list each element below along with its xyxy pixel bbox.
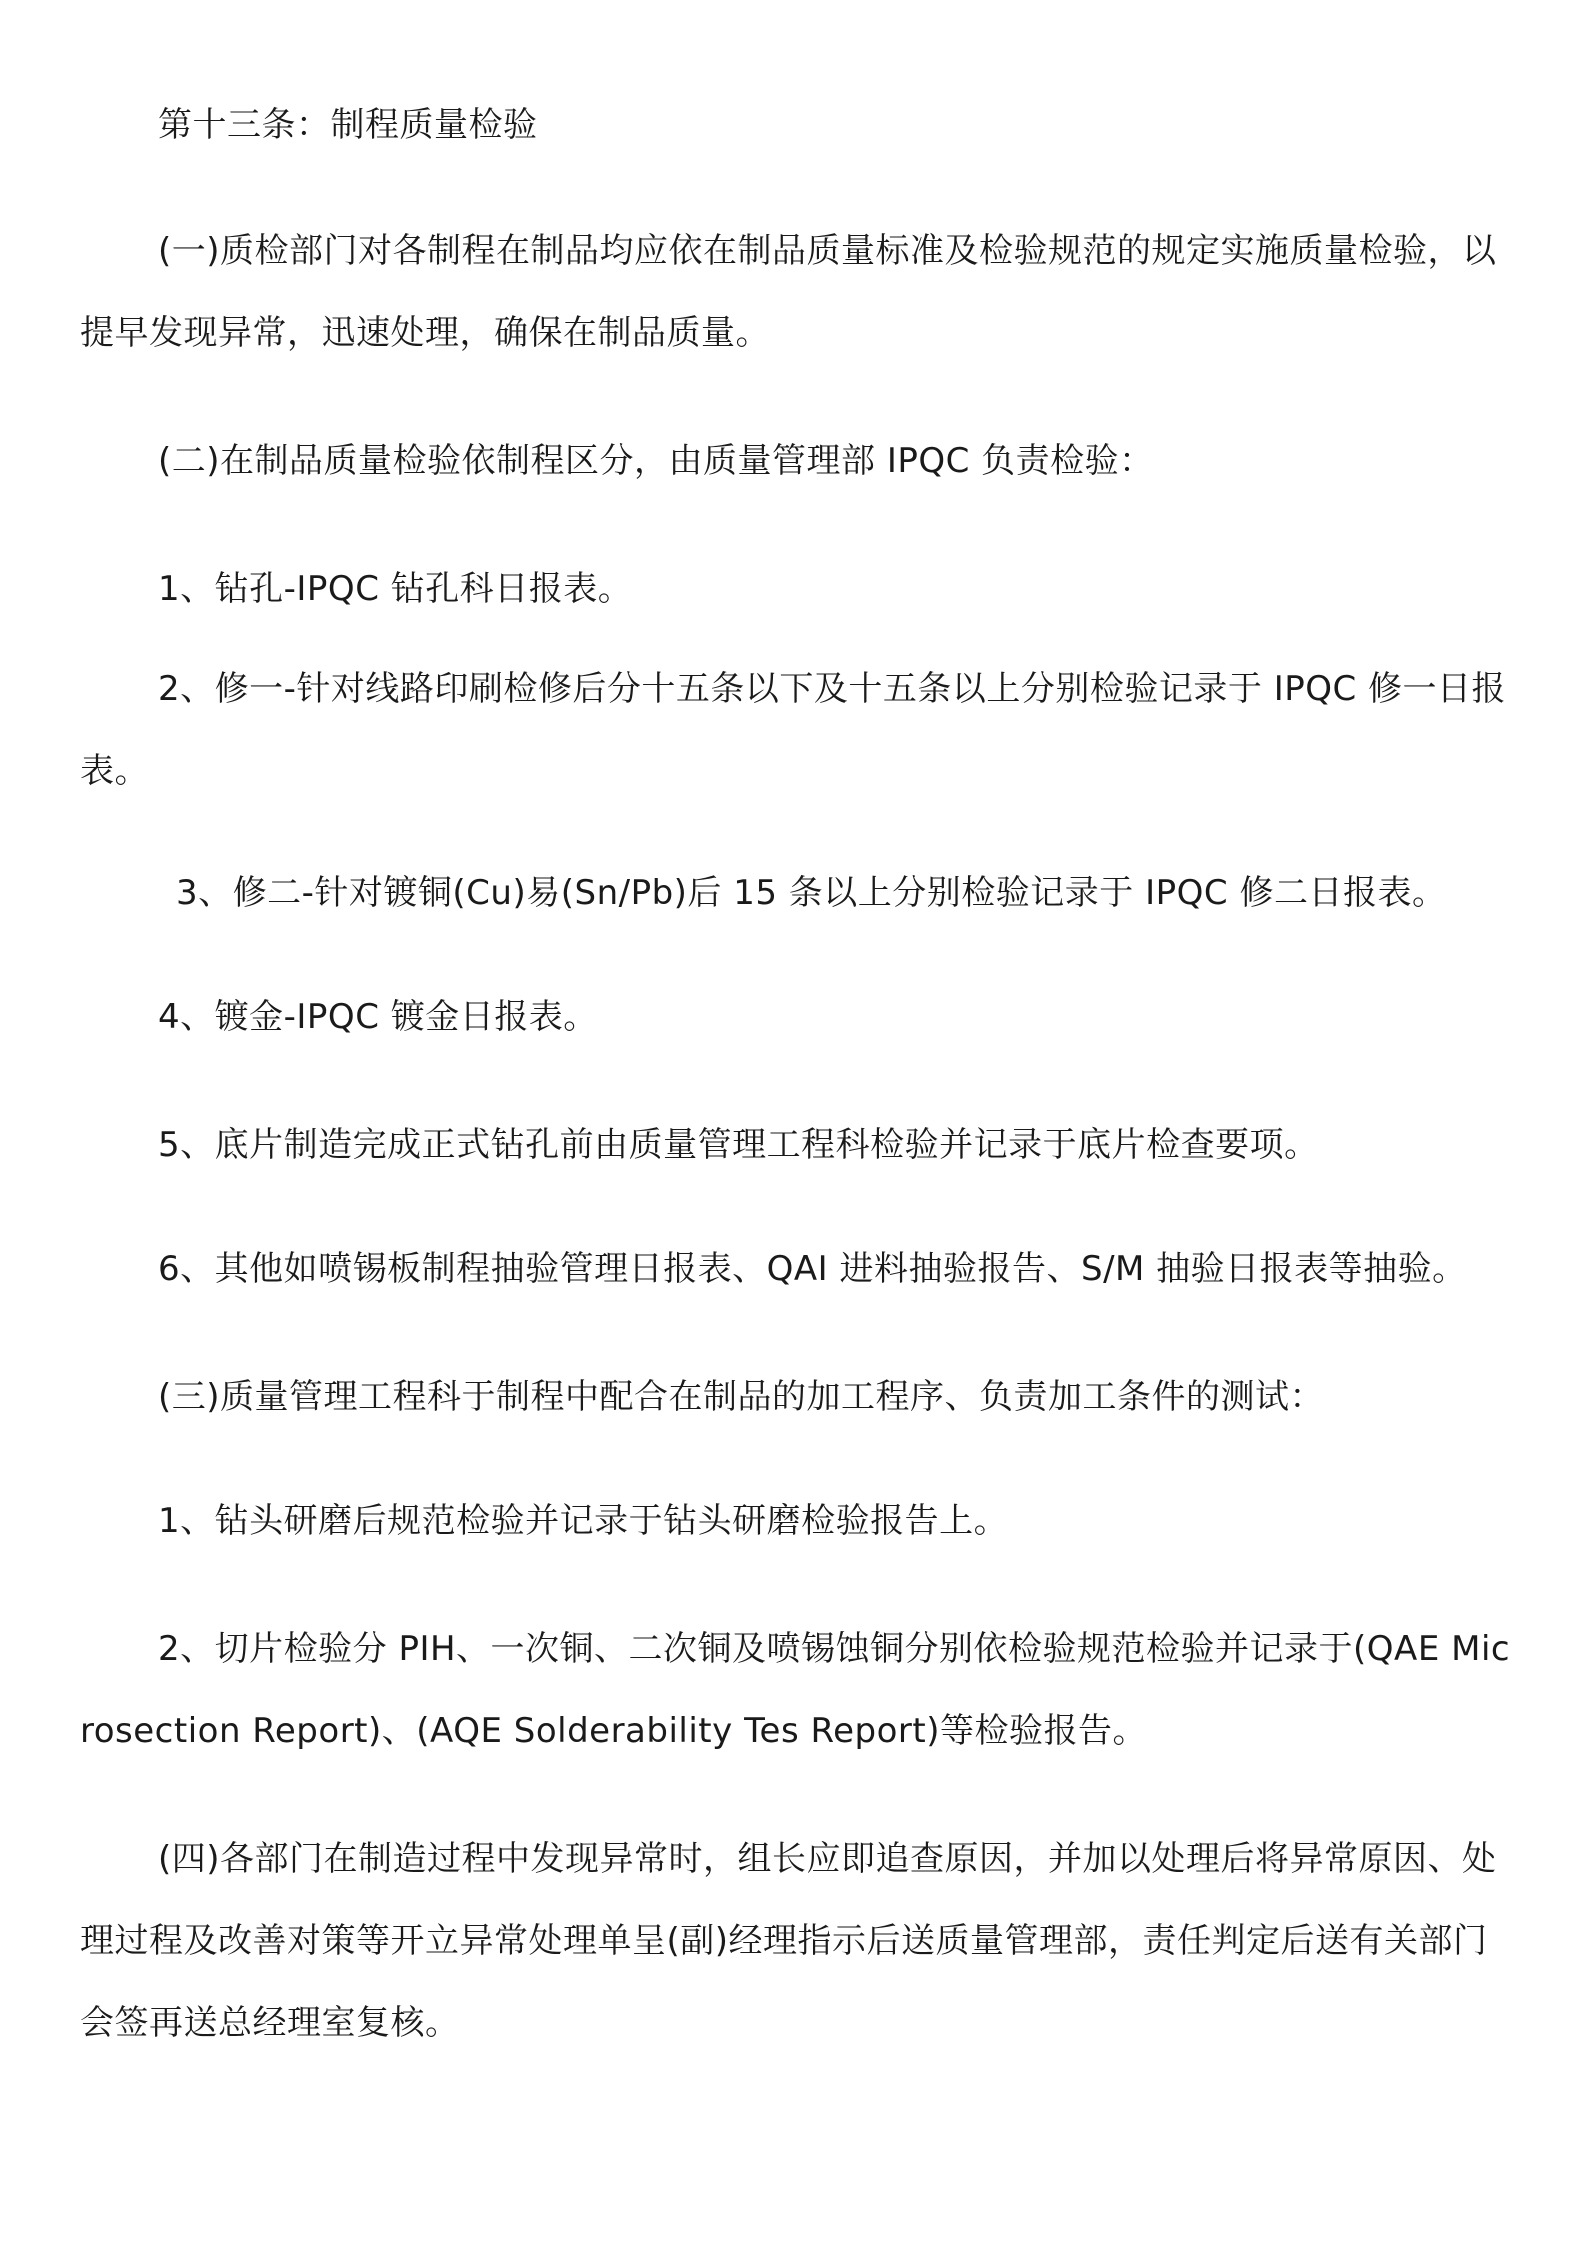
paragraph-1: (一)质检部门对各制程在制品均应依在制品质量标准及检验规范的规定实施质量检验，以提早发现异常，迅速处理，确保在制品质量。 [80,231,1497,353]
list-item-6: 6、其他如喷锡板制程抽验管理日报表、QAI 进料抽验报告、S/M 抽验日报表等抽验。 [158,1249,1467,1289]
list-item-2: 2、修一-针对线路印刷检修后分十五条以下及十五条以上分别检验记录于 IPQC 修一日报表。 [80,669,1507,791]
article-heading: 第十三条：制程质量检验 [158,105,538,145]
paragraph-4: (四)各部门在制造过程中发现异常时，组长应即追查原因，并加以处理后将异常原因、处理过程及改善对策等开立异常处理单呈(副)经理指示后送质量管理部，责任判定后送有关部门会签再送总经理室复核。 [80,1839,1497,2043]
list-item-7: 1、钻头研磨后规范检验并记录于钻头研磨检验报告上。 [158,1501,1009,1541]
paragraph-3: (三)质量管理工程科于制程中配合在制品的加工程序、负责加工条件的测试： [158,1377,1325,1417]
list-item-3: 3、修二-针对镀铜(Cu)易(Sn/Pb)后 15 条以上分别检验记录于 IPQC 修二日报表。 [176,873,1447,913]
list-item-1: 1、钻孔-IPQC 钻孔科日报表。 [158,569,633,609]
list-item-8: 2、切片检验分 PIH、一次铜、二次铜及喷锡蚀铜分别依检验规范检验并记录于(QAE Microsection Report)、(AQE Solderability Tes Report)等检验报告。 [80,1629,1511,1751]
list-item-4: 4、镀金-IPQC 镀金日报表。 [158,997,598,1037]
list-item-5: 5、底片制造完成正式钻孔前由质量管理工程科检验并记录于底片检查要项。 [158,1125,1319,1165]
paragraph-2: (二)在制品质量检验依制程区分，由质量管理部 IPQC 负责检验： [158,441,1154,481]
